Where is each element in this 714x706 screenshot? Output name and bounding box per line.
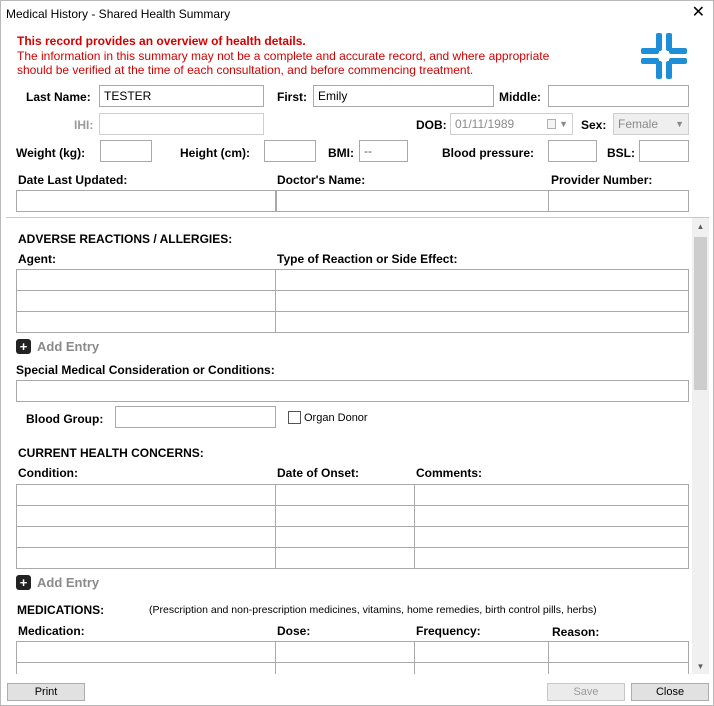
- doctor-name-label: Doctor's Name:: [277, 173, 366, 187]
- allergies-heading: ADVERSE REACTIONS / ALLERGIES:: [18, 232, 233, 246]
- onset-column-header: Date of Onset:: [277, 466, 360, 480]
- date-updated-label: Date Last Updated:: [18, 173, 128, 187]
- condition-column-header: Condition:: [18, 466, 78, 480]
- special-considerations-label: Special Medical Consideration or Conditions:: [16, 363, 275, 377]
- add-entry-label: Add Entry: [37, 575, 100, 590]
- health-cross-logo-icon: [639, 31, 689, 81]
- bsl-input[interactable]: [639, 140, 689, 162]
- agent-cell[interactable]: [17, 291, 276, 312]
- chevron-down-icon[interactable]: ▼: [559, 119, 568, 129]
- condition-cell[interactable]: [17, 506, 276, 527]
- reason-cell[interactable]: [549, 642, 689, 663]
- onset-cell[interactable]: [276, 506, 415, 527]
- ihi-label: IHI:: [74, 118, 94, 132]
- table-row[interactable]: [17, 291, 689, 312]
- bmi-label: BMI:: [328, 146, 354, 160]
- provider-number-input[interactable]: [548, 190, 689, 212]
- medications-note: (Prescription and non-prescription medicines, vitamins, home remedies, birth control pills, herbs): [149, 604, 597, 616]
- blood-group-label: Blood Group:: [26, 412, 104, 426]
- special-considerations-input[interactable]: [16, 380, 689, 402]
- comments-cell[interactable]: [415, 506, 689, 527]
- doctor-name-input[interactable]: [276, 190, 549, 212]
- table-row[interactable]: [17, 642, 689, 663]
- middle-name-input[interactable]: [548, 85, 689, 107]
- weight-label: Weight (kg):: [16, 146, 86, 160]
- table-row[interactable]: [17, 663, 689, 675]
- last-name-input[interactable]: TESTER: [99, 85, 264, 107]
- ihi-input[interactable]: [99, 113, 264, 135]
- comments-column-header: Comments:: [416, 466, 483, 480]
- middle-name-label: Middle:: [499, 90, 541, 104]
- scroll-down-icon[interactable]: ▼: [696, 662, 705, 671]
- health-concerns-table[interactable]: [16, 484, 689, 569]
- comments-cell[interactable]: [415, 527, 689, 548]
- reason-cell[interactable]: [549, 663, 689, 675]
- height-input[interactable]: [264, 140, 316, 162]
- organ-donor-checkbox[interactable]: [288, 411, 301, 424]
- first-name-label: First:: [277, 90, 307, 104]
- bmi-value: --: [359, 140, 408, 162]
- notice-title: This record provides an overview of health details.: [17, 34, 306, 48]
- dob-value: 01/11/1989: [455, 117, 515, 131]
- medication-cell[interactable]: [17, 642, 276, 663]
- dose-column-header: Dose:: [277, 624, 311, 638]
- vertical-scrollbar[interactable]: [692, 218, 709, 674]
- frequency-cell[interactable]: [415, 663, 549, 675]
- agent-cell[interactable]: [17, 312, 276, 333]
- notice-line-1: The information in this summary may not be a complete and accurate record, and where appropriate: [17, 49, 550, 63]
- chevron-down-icon: ▼: [675, 119, 684, 129]
- reason-column-header: Reason:: [552, 625, 600, 639]
- table-row[interactable]: [17, 270, 689, 291]
- sex-value: Female: [618, 117, 659, 131]
- frequency-column-header: Frequency:: [416, 624, 481, 638]
- table-row[interactable]: [17, 548, 689, 569]
- provider-number-label: Provider Number:: [551, 173, 653, 187]
- dose-cell[interactable]: [276, 642, 415, 663]
- scroll-up-icon[interactable]: ▲: [696, 222, 705, 231]
- medication-column-header: Medication:: [18, 624, 85, 638]
- condition-cell[interactable]: [17, 548, 276, 569]
- save-button[interactable]: Save: [547, 683, 625, 701]
- sex-select[interactable]: [613, 113, 689, 135]
- dob-label: DOB:: [416, 118, 447, 132]
- allergies-add-entry-button[interactable]: [16, 339, 99, 354]
- organ-donor-label: Organ Donor: [304, 412, 368, 424]
- plus-icon: +: [16, 339, 31, 354]
- title-bar: [1, 1, 713, 29]
- print-button[interactable]: Print: [7, 683, 85, 701]
- notice-body: [17, 49, 617, 77]
- condition-cell[interactable]: [17, 527, 276, 548]
- comments-cell[interactable]: [415, 485, 689, 506]
- blood-pressure-label: Blood pressure:: [442, 146, 535, 160]
- blood-pressure-input[interactable]: [548, 140, 597, 162]
- last-name-label: Last Name:: [26, 90, 91, 104]
- concerns-add-entry-button[interactable]: [16, 575, 99, 590]
- table-row[interactable]: [17, 312, 689, 333]
- onset-cell[interactable]: [276, 527, 415, 548]
- onset-cell[interactable]: [276, 485, 415, 506]
- frequency-cell[interactable]: [415, 642, 549, 663]
- allergies-table[interactable]: [16, 269, 689, 333]
- sex-label: Sex:: [581, 118, 607, 132]
- medications-table[interactable]: [16, 641, 689, 674]
- calendar-icon[interactable]: [547, 119, 556, 129]
- date-updated-input[interactable]: [16, 190, 276, 212]
- height-label: Height (cm):: [180, 146, 250, 160]
- window-close-icon[interactable]: ✕: [691, 4, 705, 21]
- condition-cell[interactable]: [17, 485, 276, 506]
- weight-input[interactable]: [100, 140, 152, 162]
- agent-cell[interactable]: [17, 270, 276, 291]
- health-concerns-heading: CURRENT HEALTH CONCERNS:: [18, 446, 204, 460]
- notice-line-2: should be verified at the time of each consultation, and before commencing treatment.: [17, 63, 474, 77]
- medication-cell[interactable]: [17, 663, 276, 675]
- table-row[interactable]: [17, 527, 689, 548]
- plus-icon: +: [16, 575, 31, 590]
- table-row[interactable]: [17, 506, 689, 527]
- comments-cell[interactable]: [415, 548, 689, 569]
- medications-heading: MEDICATIONS:: [17, 603, 105, 617]
- scrollbar-thumb[interactable]: [694, 237, 707, 390]
- close-button[interactable]: Close: [631, 683, 709, 701]
- onset-cell[interactable]: [276, 548, 415, 569]
- add-entry-label: Add Entry: [37, 339, 100, 354]
- reaction-cell[interactable]: [276, 270, 689, 291]
- reaction-column-header: Type of Reaction or Side Effect:: [277, 252, 458, 266]
- table-row[interactable]: [17, 485, 689, 506]
- summary-scroll-area[interactable]: [6, 217, 709, 674]
- reaction-cell[interactable]: [276, 291, 689, 312]
- first-name-input[interactable]: Emily: [313, 85, 494, 107]
- bsl-label: BSL:: [607, 146, 635, 160]
- dob-date-picker[interactable]: [450, 113, 573, 135]
- blood-group-input[interactable]: [115, 406, 276, 428]
- dose-cell[interactable]: [276, 663, 415, 675]
- agent-column-header: Agent:: [18, 252, 56, 266]
- window-title: Medical History - Shared Health Summary: [6, 7, 231, 21]
- reaction-cell[interactable]: [276, 312, 689, 333]
